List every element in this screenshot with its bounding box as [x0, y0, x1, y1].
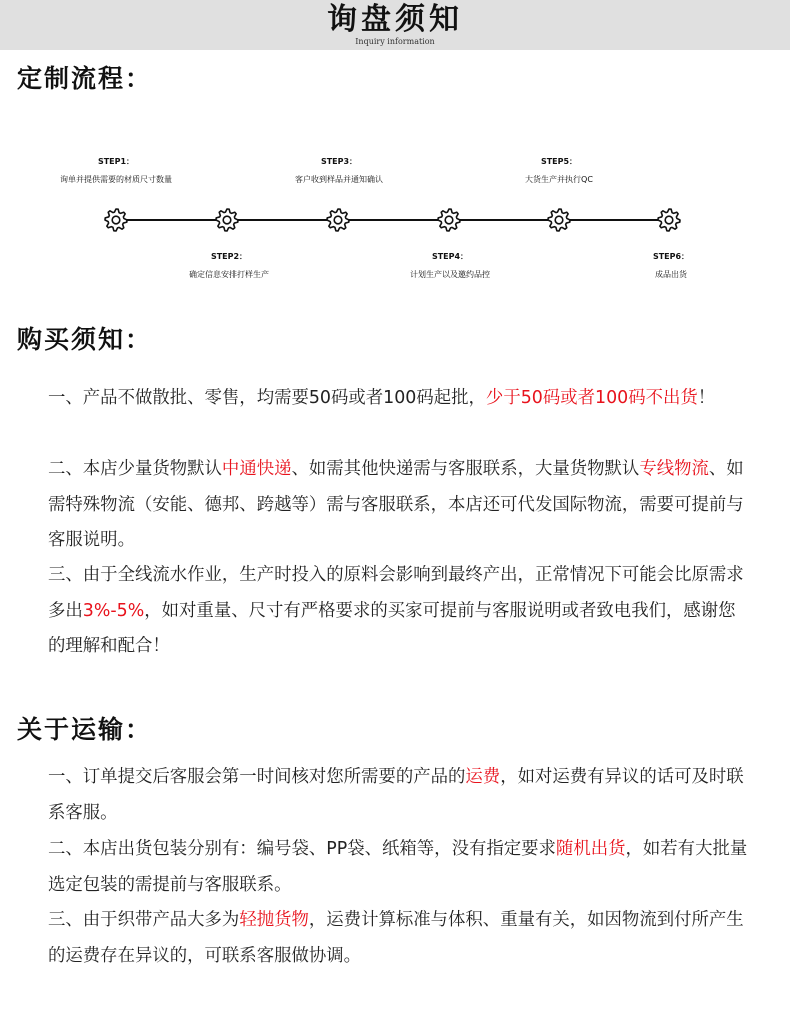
step-desc: 客户收到样品并通知确认	[295, 175, 383, 184]
step-desc: 计划生产以及邀约品控	[410, 270, 490, 279]
process-steps	[0, 150, 790, 290]
shipping-note-2: 二、本店出货包装分别有：编号袋、PP袋、纸箱等，没有指定要求随机出货，如若有大批量选定包装的需提前与客服联系。	[48, 839, 748, 895]
purchase-note-3: 三、由于全线流水作业，生产时投入的原料会影响到最终产出，正常情况下可能会比原需求多出3%-5%，如对重量、尺寸有严格要求的买家可提前与客服说明或者致电我们，感谢您的理解和配合！	[48, 565, 744, 656]
shipping-note-1: 一、订单提交后客服会第一时间核对您所需要的产品的运费，如对运费有异议的话可及时联系客服。	[48, 767, 744, 823]
step-desc: 询单并提供需要的材质尺寸数量	[60, 175, 172, 184]
step-6	[571, 251, 771, 281]
step-label: STEP5：	[540, 157, 578, 166]
gear-icon	[216, 209, 238, 231]
page-title: 询盘须知	[327, 2, 463, 37]
step-desc: 大货生产并执行QC	[525, 175, 593, 184]
step-label: STEP1：	[97, 157, 135, 166]
purchase-note-1: 一、产品不做散批、零售，均需要50码或者100码起批，少于50码或者100码不出货！	[48, 388, 716, 408]
step-desc: 确定信息安排打样生产	[189, 270, 269, 279]
header-banner	[0, 0, 790, 50]
step-4	[350, 251, 550, 281]
step-2	[129, 251, 329, 281]
shipping-heading: 关于运输：	[17, 715, 153, 744]
shipping-note-3: 三、由于织带产品大多为轻抛货物，运费计算标准与体积、重量有关，如因物流到付所产生的运费存在异议的，可联系客服做协调。	[48, 910, 744, 966]
purchase-heading: 购买须知：	[17, 325, 153, 354]
step-desc: 成品出货	[655, 270, 687, 279]
page-subtitle: Inquiry information	[355, 37, 435, 46]
gear-icon	[658, 209, 680, 231]
gear-icon	[548, 209, 570, 231]
step-label: STEP6：	[652, 252, 690, 261]
process-heading: 定制流程：	[17, 64, 153, 93]
step-1	[16, 156, 216, 186]
gear-icon	[327, 209, 349, 231]
purchase-note-2: 二、本店少量货物默认中通快递、如需其他快递需与客服联系，大量货物默认专线物流、如需特殊物流（安能、德邦、跨越等）需与客服联系，本店还可代发国际物流，需要可提前与客服说明。	[48, 459, 744, 550]
step-3	[239, 156, 439, 186]
gear-icon	[438, 209, 460, 231]
step-label: STEP4：	[431, 252, 469, 261]
step-5	[459, 156, 659, 186]
step-label: STEP2：	[210, 252, 248, 261]
gear-icon	[105, 209, 127, 231]
step-label: STEP3：	[320, 157, 358, 166]
